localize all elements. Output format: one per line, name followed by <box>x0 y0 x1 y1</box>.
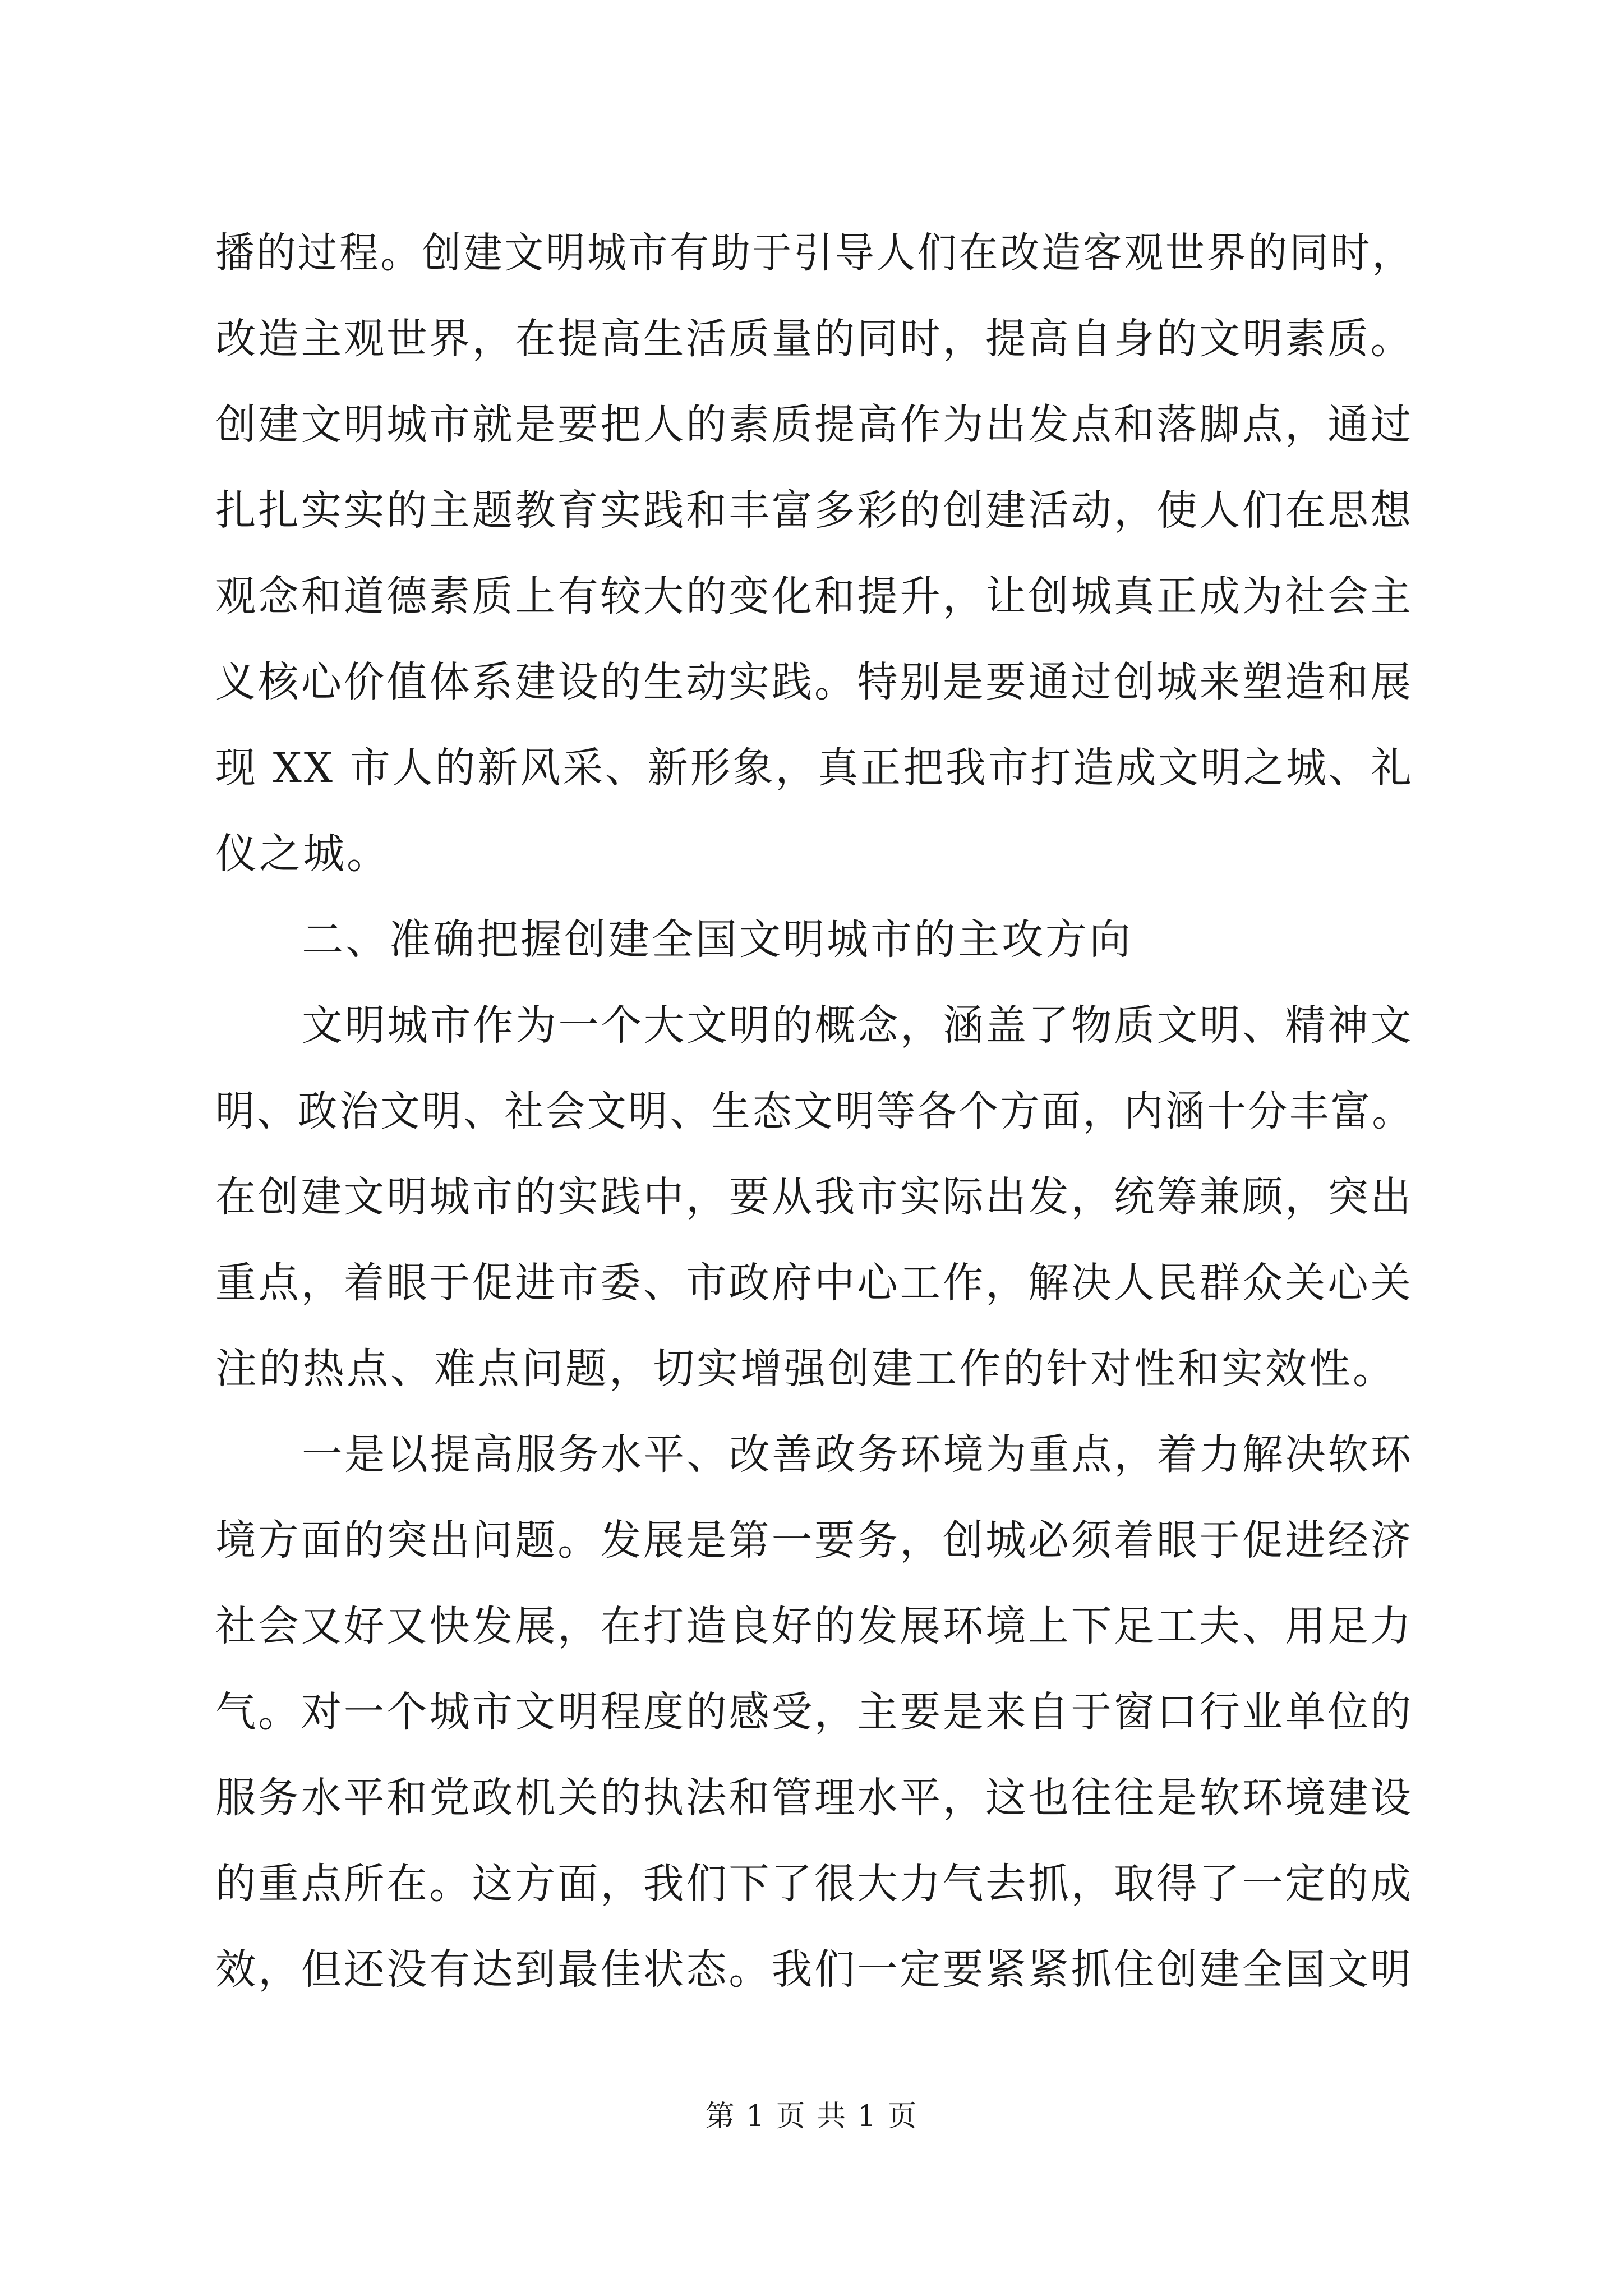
body-line: 创建文明城市就是要把人的素质提高作为出发点和落脚点，通过 <box>215 401 1413 449</box>
section-heading: 二、准确把握创建全国文明城市的主攻方向 <box>302 915 1133 964</box>
paragraph-first-line: 一是以提高服务水平、改善政务环境为重点，着力解决软环 <box>302 1430 1413 1479</box>
body-line: 现 XX 市人的新风采、新形象，真正把我市打造成文明之城、礼 <box>215 744 1414 792</box>
paragraph-first-line: 文明城市作为一个大文明的概念，涵盖了物质文明、精神文 <box>302 1001 1413 1050</box>
body-line: 重点，着眼于促进市委、市政府中心工作，解决人民群众关心关 <box>215 1259 1413 1307</box>
body-line: 义核心价值体系建设的生动实践。特别是要通过创城来塑造和展 <box>215 658 1413 706</box>
page-number-footer: 第 1 页 共 1 页 <box>705 2100 918 2133</box>
body-line: 注的热点、难点问题，切实增强创建工作的针对性和实效性。 <box>215 1345 1396 1393</box>
body-line: 改造主观世界，在提高生活质量的同时，提高自身的文明素质。 <box>215 315 1413 363</box>
body-line: 境方面的突出问题。发展是第一要务，创城必须着眼于促进经济 <box>215 1516 1413 1565</box>
body-line: 观念和道德素质上有较大的变化和提升，让创城真正成为社会主 <box>215 572 1413 620</box>
body-line: 社会又好又快发展，在打造良好的发展环境上下足工夫、用足力 <box>215 1602 1413 1650</box>
body-line: 在创建文明城市的实践中，要从我市实际出发，统筹兼顾，突出 <box>215 1173 1413 1221</box>
body-line: 明、政治文明、社会文明、生态文明等各个方面，内涵十分丰富。 <box>215 1087 1414 1135</box>
body-line: 气。对一个城市文明程度的感受，主要是来自于窗口行业单位的 <box>215 1688 1413 1736</box>
body-line: 效，但还没有达到最佳状态。我们一定要紧紧抓住创建全国文明 <box>215 1945 1413 1994</box>
body-line: 仪之城。 <box>215 830 390 878</box>
body-line: 播的过程。创建文明城市有助于引导人们在改造客观世界的同时， <box>215 229 1414 277</box>
body-line: 扎扎实实的主题教育实践和丰富多彩的创建活动，使人们在思想 <box>215 486 1413 535</box>
body-line: 的重点所在。这方面，我们下了很大力气去抓，取得了一定的成 <box>215 1860 1413 1908</box>
body-line: 服务水平和党政机关的执法和管理水平，这也往往是软环境建设 <box>215 1774 1413 1822</box>
